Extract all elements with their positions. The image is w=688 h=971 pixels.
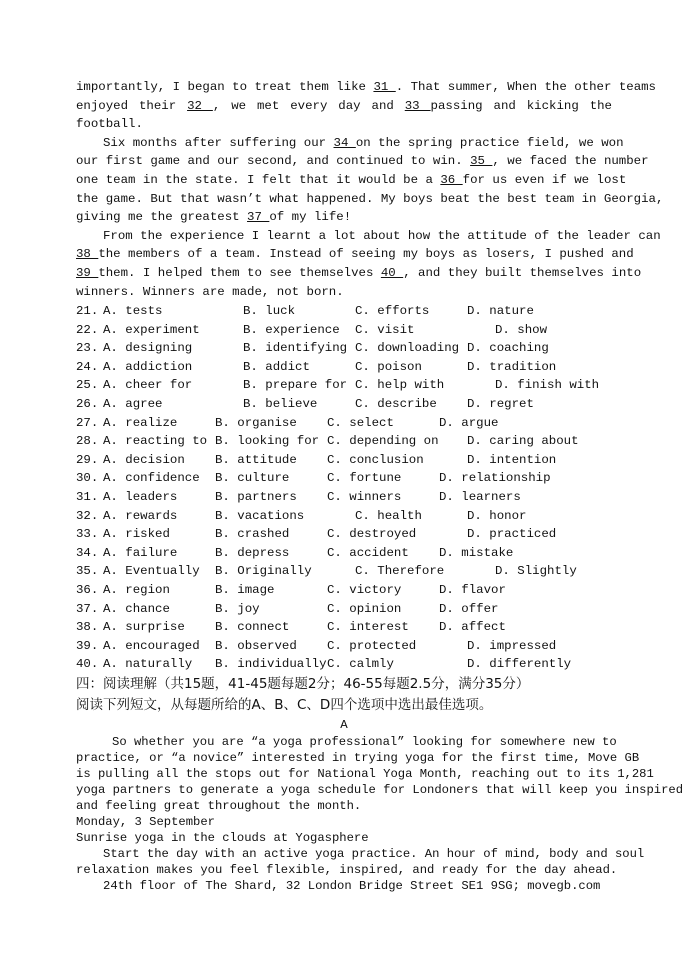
- passage-line: [76, 227, 661, 245]
- option-d: D. flavor: [439, 583, 506, 597]
- option-c: C. victory: [327, 583, 402, 597]
- option-c: C. interest: [327, 620, 409, 635]
- option-row: [76, 432, 616, 450]
- passage-text: importantly, I began to treat them like: [76, 80, 374, 94]
- question-number: 29.: [76, 452, 99, 467]
- option-c: C. select: [327, 415, 394, 430]
- question-number: 31.: [76, 490, 99, 504]
- option-a: A. leaders: [103, 490, 178, 504]
- option-c: C. describe: [355, 397, 437, 411]
- option-b: B. Originally: [215, 564, 312, 579]
- passage-text: . That summer, When the other teams: [395, 80, 656, 94]
- option-c: C. conclusion: [327, 452, 424, 467]
- option-b: B. partners: [215, 490, 297, 504]
- part-label: A: [340, 718, 348, 732]
- option-c: C. depending on: [327, 434, 439, 449]
- passage-text: enjoyed their: [76, 98, 188, 113]
- option-b: B. vacations: [215, 508, 305, 523]
- option-c: C. help with: [355, 378, 445, 393]
- blank-number: 37: [247, 210, 270, 225]
- option-a: A. decision: [103, 452, 185, 467]
- option-a: A. surprise: [103, 620, 185, 635]
- option-b: B. prepare for: [243, 378, 348, 393]
- question-number: 30.: [76, 471, 99, 486]
- option-row: [76, 376, 616, 394]
- option-d: D. differently: [467, 657, 572, 672]
- option-row: [76, 618, 616, 636]
- option-c: C. fortune: [327, 471, 402, 486]
- question-number: 33.: [76, 527, 99, 542]
- passage-line: So whether you are “a yoga professional” looking for somewhere new to: [112, 735, 617, 749]
- option-c: C. accident: [327, 545, 409, 560]
- question-number: 22.: [76, 322, 99, 337]
- option-c: C. visit: [355, 322, 415, 337]
- passage-text: , we faced the number: [492, 154, 649, 169]
- passage-text: , and they built themselves into: [403, 266, 642, 280]
- passage-text: of my life!: [269, 210, 352, 225]
- passage-line: [76, 190, 664, 208]
- passage-line: [76, 264, 642, 282]
- option-d: D. tradition: [467, 359, 557, 374]
- event-description-line: Start the day with an active yoga practice. An hour of mind, body and soul: [103, 847, 645, 861]
- option-b: B. image: [215, 583, 275, 597]
- option-row: [76, 414, 616, 432]
- option-a: A. experiment: [103, 322, 200, 337]
- option-d: D. coaching: [467, 341, 549, 356]
- option-b: B. individually: [215, 657, 327, 672]
- passage-line: [76, 152, 649, 170]
- option-row: [76, 321, 616, 339]
- blank-number: 35: [470, 154, 493, 169]
- question-number: 40.: [76, 657, 99, 672]
- option-row: [76, 358, 616, 376]
- question-number: 34.: [76, 545, 99, 560]
- passage-text: football.: [76, 117, 143, 132]
- option-a: A. encouraged: [103, 638, 200, 653]
- option-d: D. practiced: [467, 527, 557, 542]
- option-row: [76, 339, 616, 357]
- option-b: B. culture: [215, 471, 290, 486]
- passage-line: yoga partners to generate a yoga schedule for Londoners that will keep you inspired: [76, 783, 684, 797]
- option-d: D. intention: [467, 452, 557, 467]
- option-a: A. realize: [103, 415, 178, 430]
- option-a: A. Eventually: [103, 564, 200, 579]
- option-a: A. reacting to: [103, 434, 208, 449]
- option-row: [76, 562, 616, 580]
- option-c: C. destroyed: [327, 527, 417, 542]
- option-c: C. opinion: [327, 601, 402, 616]
- section-instruction: 阅读下列短文，从每题所给的A、B、C、D四个选项中选出最佳选项。: [76, 697, 493, 713]
- question-number: 35.: [76, 564, 99, 579]
- event-description-line: relaxation makes you feel flexible, inspired, and ready for the day ahead.: [76, 863, 618, 877]
- option-b: B. crashed: [215, 527, 290, 542]
- passage-text: winners. Winners are made, not born.: [76, 284, 344, 299]
- option-row: [76, 507, 616, 525]
- passage-text: the members of a team. Instead of seeing my boys as losers, I pushed and: [98, 247, 634, 262]
- option-a: A. region: [103, 583, 170, 597]
- option-b: B. looking for: [215, 434, 320, 449]
- option-row: [76, 488, 616, 506]
- blank-number: 32: [187, 98, 213, 113]
- passage-line: and feeling great throughout the month.: [76, 799, 362, 813]
- option-c: C. downloading: [355, 341, 460, 356]
- passage-line: practice, or “a novice” interested in trying yoga for the first time, Move GB: [76, 751, 640, 765]
- option-d: D. Slightly: [495, 564, 577, 579]
- passage-text: , we met every day and: [212, 98, 405, 113]
- passage-text: our first game and our second, and continued to win.: [76, 154, 471, 169]
- option-a: A. rewards: [103, 508, 178, 523]
- passage-line: [76, 283, 612, 301]
- option-d: D. nature: [467, 304, 534, 318]
- question-number: 36.: [76, 583, 99, 597]
- passage-text: From the experience I learnt a lot about how the attitude of the leader can: [103, 228, 661, 243]
- option-b: B. joy: [215, 601, 260, 616]
- passage-line: [76, 208, 612, 226]
- event-date: Monday, 3 September: [76, 815, 215, 829]
- blank-number: 38: [76, 247, 99, 262]
- passage-line: [76, 78, 656, 96]
- option-a: A. risked: [103, 527, 170, 542]
- option-row: [76, 395, 616, 413]
- option-a: A. agree: [103, 397, 163, 411]
- passage-text: the game. But that wasn’t what happened. My boys beat the best team in Georgia,: [76, 191, 664, 206]
- option-row: [76, 581, 616, 599]
- option-b: B. depress: [215, 545, 290, 560]
- option-d: D. learners: [439, 490, 521, 504]
- question-number: 28.: [76, 434, 99, 449]
- option-b: B. luck: [243, 304, 296, 318]
- question-number: 37.: [76, 601, 99, 616]
- option-d: D. mistake: [439, 545, 514, 560]
- option-c: C. calmly: [327, 657, 394, 672]
- blank-number: 36: [440, 173, 463, 187]
- event-address: 24th floor of The Shard, 32 London Bridge Street SE1 9SG; movegb.com: [103, 879, 601, 893]
- option-row: [76, 451, 616, 469]
- option-c: C. Therefore: [355, 564, 445, 579]
- passage-line: [76, 97, 612, 115]
- passage-text: one team in the state. I felt that it would be a: [76, 173, 441, 187]
- passage-line: [76, 134, 624, 152]
- passage-text: on the spring practice field, we won: [355, 135, 624, 150]
- option-c: C. winners: [327, 490, 402, 504]
- option-d: D. argue: [439, 415, 499, 430]
- option-a: A. naturally: [103, 657, 193, 672]
- passage-line: is pulling all the stops out for National Yoga Month, reaching out to its 1,281: [76, 767, 654, 781]
- question-number: 38.: [76, 620, 99, 635]
- question-number: 32.: [76, 508, 99, 523]
- question-number: 23.: [76, 341, 99, 356]
- option-c: C. poison: [355, 359, 422, 374]
- question-number: 26.: [76, 397, 99, 411]
- option-b: B. addict: [243, 359, 310, 374]
- option-d: D. caring about: [467, 434, 579, 449]
- event-title: Sunrise yoga in the clouds at Yogasphere: [76, 831, 369, 845]
- option-d: D. finish with: [495, 378, 600, 393]
- option-row: [76, 600, 616, 618]
- passage-text: them. I helped them to see themselves: [98, 266, 381, 280]
- passage-line: [76, 171, 627, 189]
- option-d: D. honor: [467, 508, 527, 523]
- option-d: D. show: [495, 322, 548, 337]
- option-b: B. believe: [243, 397, 318, 411]
- question-number: 25.: [76, 378, 99, 393]
- option-b: B. attitude: [215, 452, 297, 467]
- question-number: 27.: [76, 415, 99, 430]
- blank-number: 39: [76, 266, 99, 280]
- option-row: [76, 302, 616, 320]
- passage-line: [76, 245, 634, 263]
- blank-number: 33: [404, 98, 431, 113]
- option-a: A. designing: [103, 341, 193, 356]
- option-b: B. identifying: [243, 341, 348, 356]
- passage-text: for us even if we lost: [462, 173, 627, 187]
- option-row: [76, 544, 616, 562]
- passage-text: giving me the greatest: [76, 210, 248, 225]
- option-b: B. connect: [215, 620, 290, 635]
- passage-text: passing and kicking the: [430, 98, 612, 113]
- option-a: A. cheer for: [103, 378, 193, 393]
- option-d: D. regret: [467, 397, 534, 411]
- option-c: C. health: [355, 508, 422, 523]
- option-d: D. impressed: [467, 638, 557, 653]
- option-a: A. confidence: [103, 471, 200, 486]
- option-d: D. relationship: [439, 471, 551, 486]
- blank-number: 40: [380, 266, 404, 280]
- question-number: 21.: [76, 304, 99, 318]
- option-b: B. observed: [215, 638, 297, 653]
- option-a: A. tests: [103, 304, 163, 318]
- blank-number: 31: [373, 80, 396, 94]
- option-row: [76, 655, 616, 673]
- option-d: D. affect: [439, 620, 506, 635]
- option-b: B. experience: [243, 322, 340, 337]
- passage-line: [76, 115, 612, 133]
- option-row: [76, 525, 616, 543]
- option-a: A. addiction: [103, 359, 193, 374]
- question-number: 39.: [76, 638, 99, 653]
- option-b: B. organise: [215, 415, 297, 430]
- option-a: A. chance: [103, 601, 170, 616]
- option-row: [76, 469, 616, 487]
- option-c: C. protected: [327, 638, 417, 653]
- option-c: C. efforts: [355, 304, 430, 318]
- section-heading: 四：阅读理解（共15题，41-45题每题2分；46-55每题2.5分，满分35分）: [76, 676, 530, 692]
- question-number: 24.: [76, 359, 99, 374]
- option-a: A. failure: [103, 545, 178, 560]
- option-row: [76, 637, 616, 655]
- passage-text: Six months after suffering our: [103, 135, 334, 150]
- option-d: D. offer: [439, 601, 499, 616]
- blank-number: 34: [333, 135, 356, 150]
